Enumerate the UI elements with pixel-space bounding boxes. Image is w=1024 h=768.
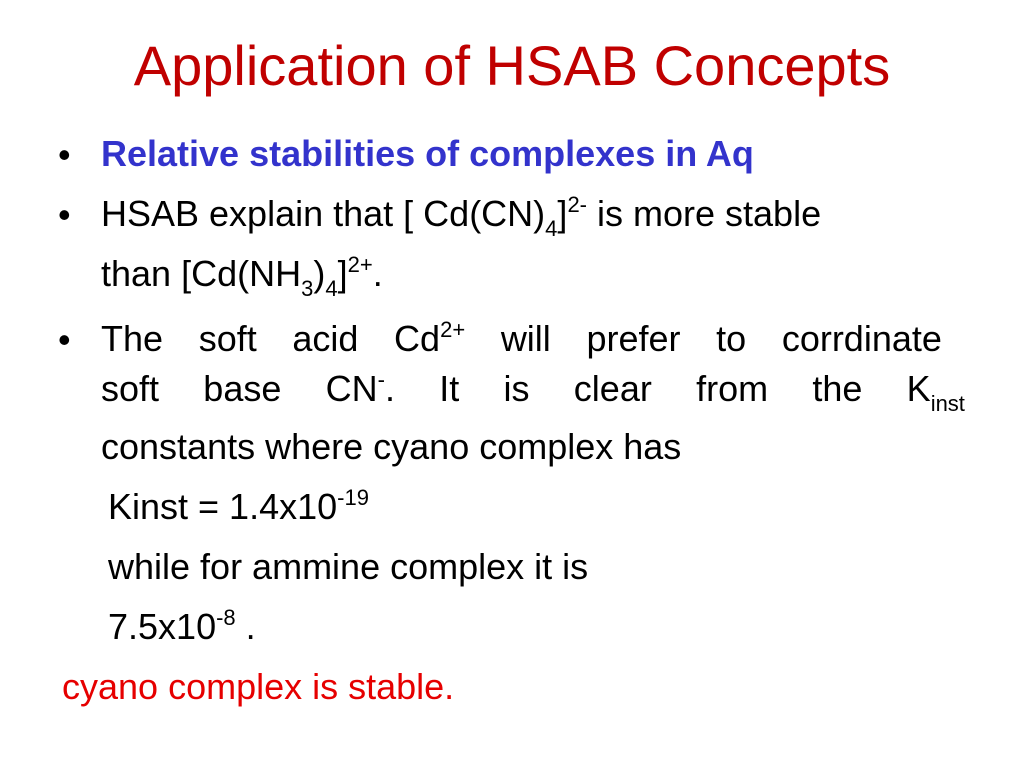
word: will <box>500 318 551 359</box>
text-span: Cd <box>394 318 441 359</box>
subscript: 4 <box>545 216 558 241</box>
conclusion-text: cyano complex is stable. <box>62 666 455 707</box>
superscript: 2- <box>567 192 587 217</box>
bullet-2-line-1 <box>101 192 822 241</box>
word: is <box>503 368 530 409</box>
superscript: 2+ <box>440 317 466 342</box>
superscript: -8 <box>216 605 236 630</box>
word: soft <box>198 318 257 359</box>
text-span: ] <box>557 193 568 234</box>
text-span: than [Cd(NH <box>101 253 302 294</box>
subscript: 3 <box>301 276 314 301</box>
text-span: is more stable <box>587 193 822 234</box>
bullet-2-marker: • <box>58 194 71 235</box>
word-kinst <box>906 368 965 416</box>
slide-title: Application of HSAB Concepts <box>133 34 891 97</box>
word: base <box>203 368 282 409</box>
text-span: CN <box>325 368 378 409</box>
superscript: 2+ <box>347 252 373 277</box>
word-cn <box>325 367 395 409</box>
word: to <box>716 318 747 359</box>
text-span: HSAB explain that [ Cd(CN) <box>101 193 546 234</box>
text-span: ] <box>337 253 348 294</box>
word: It <box>439 368 460 409</box>
word: The <box>101 318 164 359</box>
kinst-ammine-value <box>108 605 256 647</box>
word: from <box>696 368 769 409</box>
text-span: 7.5x10 <box>108 606 217 647</box>
text-span: K <box>906 368 931 409</box>
text-span: . <box>384 368 395 409</box>
bullet-3-marker: • <box>58 319 71 360</box>
bullet-3-line-3: constants where cyano complex has <box>101 426 682 467</box>
text-span: ) <box>313 253 326 294</box>
bullet-3-line-1 <box>101 317 942 359</box>
bullet-3-line-2 <box>101 367 965 416</box>
bullet-1-marker: • <box>58 134 71 175</box>
text-span: . <box>372 253 383 294</box>
kinst-cyano-value <box>108 485 369 527</box>
superscript: - <box>377 367 385 392</box>
word: soft <box>101 368 160 409</box>
word: the <box>812 368 863 409</box>
word: prefer <box>586 318 681 359</box>
word: acid <box>292 318 359 359</box>
superscript: -19 <box>337 485 369 510</box>
bullet-2-line-2 <box>101 252 383 301</box>
ammine-intro: while for ammine complex it is <box>108 546 589 587</box>
text-span: . <box>235 606 256 647</box>
text-span: Kinst = 1.4x10 <box>108 486 338 527</box>
subscript: inst <box>930 391 965 416</box>
subscript: 4 <box>325 276 338 301</box>
bullet-1-text: Relative stabilities of complexes in Aq <box>101 133 754 174</box>
word: corrdinate <box>781 318 942 359</box>
word-cd <box>394 317 466 359</box>
word: clear <box>573 368 652 409</box>
